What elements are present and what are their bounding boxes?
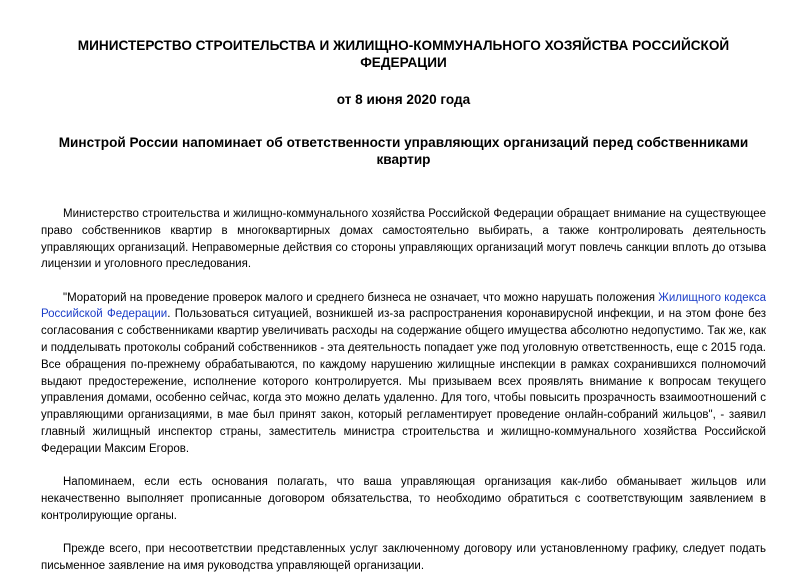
paragraph-2 — [41, 290, 766, 458]
document-header — [41, 0, 766, 168]
document-date: от 8 июня 2020 года — [336, 92, 471, 107]
document-title: Минстрой России напоминает об ответственности управляющих организаций перед собственниками квартир — [58, 135, 749, 167]
housing-code-link[interactable]: Жилищного кодекса Российской Федерации — [41, 291, 766, 321]
paragraph-2-part-2: . Пользоваться ситуацией, возникшей из-за распространения коронавирусной инфекции, и на этом фоне без согласования с собственниками квартир увеличивать расходы на содержание общего имущества абсолютно недопустимо. Так же, как и подделывать протоколы собраний собственников - эта деятельность попадает уже под уголовную ответственность, еще с 2015 года. Все обращения по-прежнему обрабатываются, по каждому нарушению жилищные инспекции в рамках сохранившихся полномочий выдают предостережение, исполнение которого контролируется. Мы призываем всех проявлять внимание к вопросам текущего управления домами, особенно сейчас, когда это можно делать удаленно. Для того, чтобы повысить прозрачность взаимоотношений с управляющими организациями, в мае был принят закон, который регламентирует проведение онлайн-собраний жильцов", - заявил главный жилищный инспектор страны, заместитель министра строительства и жилищно-коммунального хозяйства Российской Федерации Максим Егоров. — [41, 308, 766, 455]
paragraph-4: Прежде всего, при несоответствии представленных услуг заключенному договору или установленному графику, следует подать письменное заявление на имя руководства управляющей организации. — [41, 543, 766, 572]
paragraph-2-part-1: "Мораторий на проведение проверок малого и среднего бизнеса не означает, что можно нарушать положения — [63, 291, 659, 304]
paragraph-1: Министерство строительства и жилищно-коммунального хозяйства Российской Федерации обращает внимание на существующее право собственников квартир в многоквартирных домах самостоятельно выбирать, а также контролировать деятельность управляющих организаций. Неправомерные действия со стороны управляющих организаций могут повлечь санкции вплоть до отзыва лицензии и уголовного преследования. — [41, 208, 766, 271]
paragraph-3: Напоминаем, если есть основания полагать, что ваша управляющая организация как-либо обманывает жильцов или некачественно выполняет прописанные договором обязательства, то необходимо обратиться с соответствующим заявлением в контролирующие органы. — [41, 476, 766, 522]
ministry-name: МИНИСТЕРСТВО СТРОИТЕЛЬСТВА И ЖИЛИЩНО-КОММУНАЛЬНОГО ХОЗЯЙСТВА РОССИЙСКОЙ ФЕДЕРАЦИИ — [77, 38, 730, 70]
document-body — [41, 206, 766, 575]
